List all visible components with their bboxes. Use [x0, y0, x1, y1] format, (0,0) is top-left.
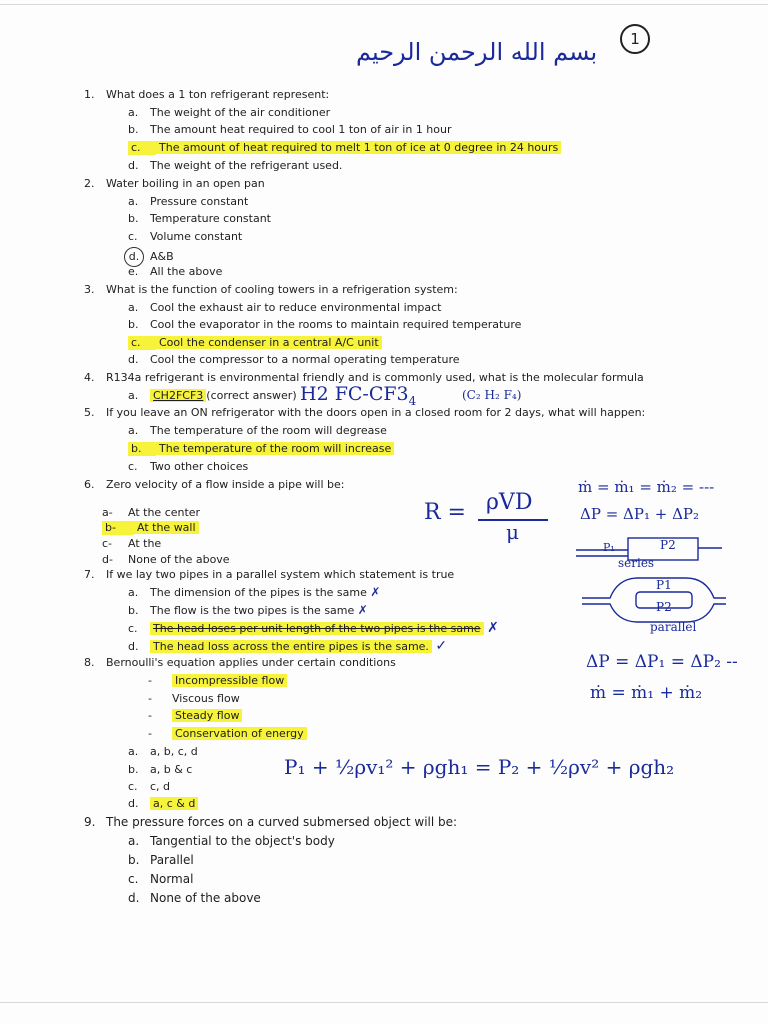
q8-option-c: c. c, d [128, 780, 171, 793]
page-number-circle: 1 [620, 24, 650, 54]
q6-answer-highlight: At the wall [134, 521, 199, 534]
q8-option-d: d. a, c & d [128, 797, 198, 811]
scan-edge-top [0, 4, 768, 5]
handwritten-reynolds-denominator: μ [506, 520, 519, 544]
handwritten-reynolds-numerator: ρVD [486, 490, 533, 515]
q8-condition-4: - Conservation of energy [148, 727, 307, 741]
x-mark-icon: ✗ [487, 620, 499, 636]
q8-answer-highlight: a, c & d [150, 797, 198, 810]
q6-option-d: d- None of the above [102, 553, 230, 566]
series-label: series [618, 556, 655, 570]
q1-option-d: d. The weight of the refrigerant used. [128, 159, 343, 172]
q2-option-b: b. Temperature constant [128, 212, 271, 225]
handwritten-series-dp: ΔP = ΔP₁ + ΔP₂ [580, 505, 700, 523]
q3-option-b: b. Cool the evaporator in the rooms to maintain required temperature [128, 318, 522, 331]
q7-option-b: b. The flow is the two pipes is the same ✗ [128, 603, 368, 617]
q7-answer-highlight: The head loss across the entire pipes is the same. [150, 640, 432, 653]
parallel-label-p1: P1 [656, 578, 672, 592]
q9-option-d: d. None of the above [128, 891, 261, 905]
q4-option-a: a. CH2FCF3 (correct answer) [128, 389, 297, 402]
parallel-label: parallel [650, 620, 697, 634]
parallel-pipes-sketch [578, 574, 728, 626]
check-mark-icon: ✓ [435, 638, 448, 654]
q9-option-b: b. Parallel [128, 853, 194, 867]
q2-option-d: d. A&B [128, 247, 174, 267]
q2-option-e: e. All the above [128, 265, 223, 278]
q4-answer-highlight: CH2FCF3 [150, 389, 206, 402]
question-4: 4. R134a refrigerant is environmental friendly and is commonly used, what is the molecular formula [84, 371, 644, 384]
q5-option-a: a. The temperature of the room will degrease [128, 424, 387, 437]
handwritten-formula-r134a: H2 $FC-CF3_4$ [300, 383, 417, 408]
parallel-label-p2: P2 [656, 600, 672, 614]
question-8: 8. Bernoulli's equation applies under certain conditions [84, 656, 396, 669]
q6-option-b: b- At the wall [102, 521, 199, 535]
q5-option-b: b. The temperature of the room will increase [128, 442, 394, 456]
question-5: 5. If you leave an ON refrigerator with the doors open in a closed room for 2 days, what will happen: [84, 406, 646, 419]
q1-answer-highlight: The amount of heat required to melt 1 ton of ice at 0 degree in 24 hours [156, 141, 561, 154]
q3-option-a: a. Cool the exhaust air to reduce environmental impact [128, 301, 442, 314]
q7-crossed-highlight: The head loses per unit length of the two pipes is the same [150, 622, 484, 635]
question-3: 3. What is the function of cooling towers in a refrigeration system: [84, 283, 458, 296]
bismillah-handwritten: بسم الله الرحمن الرحيم [356, 38, 598, 66]
handwritten-bernoulli-equation: P₁ + ½ρv₁² + ρgh₁ = P₂ + ½ρv² + ρgh₂ [284, 755, 675, 779]
series-label-p1: P₁ [603, 541, 615, 554]
x-mark-icon: ✗ [357, 603, 368, 617]
q1-option-a: a. The weight of the air conditioner [128, 106, 331, 119]
handwritten-parallel-dp: ΔP = ΔP₁ = ΔP₂ -- [586, 652, 738, 672]
q5-option-c: c. Two other choices [128, 460, 249, 473]
series-label-p2: P2 [660, 538, 676, 552]
q5-answer-highlight: The temperature of the room will increase [156, 442, 394, 455]
handwritten-reynolds-lhs: R = [424, 500, 466, 525]
q3-option-d: d. Cool the compressor to a normal operating temperature [128, 353, 460, 366]
q7-option-c: c. The head loses per unit length of the two pipes is the same ✗ [128, 620, 499, 636]
q1-option-c: c. The amount of heat required to melt 1 ton of ice at 0 degree in 24 hours [128, 141, 561, 155]
handwritten-parallel-mass: ṁ = ṁ₁ + ṁ₂ [590, 683, 703, 703]
q8-condition-3: - Steady flow [148, 709, 242, 723]
q7-option-a: a. The dimension of the pipes is the same ✗ [128, 585, 381, 599]
question-7: 7. If we lay two pipes in a parallel system which statement is true [84, 568, 455, 581]
q8-option-b: b. a, b & c [128, 763, 193, 776]
x-mark-icon: ✗ [370, 585, 381, 599]
q8-option-a: a. a, b, c, d [128, 745, 198, 758]
question-6: 6. Zero velocity of a flow inside a pipe will be: [84, 478, 345, 491]
q3-answer-highlight: Cool the condenser in a central A/C unit [156, 336, 382, 349]
q3-option-c: c. Cool the condenser in a central A/C unit [128, 336, 382, 350]
q7-option-d: d. The head loss across the entire pipes is the same. ✓ [128, 638, 448, 654]
q2-option-a: a. Pressure constant [128, 195, 249, 208]
q2-option-c: c. Volume constant [128, 230, 243, 243]
q9-option-a: a. Tangential to the object's body [128, 834, 335, 848]
question-1: 1. What does a 1 ton refrigerant represent: [84, 88, 330, 101]
q1-option-b: b. The amount heat required to cool 1 ton of air in 1 hour [128, 123, 452, 136]
q6-option-a: a- At the center [102, 506, 201, 519]
scan-edge-bottom [0, 1002, 768, 1003]
handwritten-series-mass: ṁ = ṁ₁ = ṁ₂ = --- [578, 478, 715, 496]
question-2: 2. Water boiling in an open pan [84, 177, 265, 190]
q8-condition-1: - Incompressible flow [148, 674, 287, 688]
q2-answer-circle: d. [124, 247, 144, 267]
handwritten-formula-alt: (C₂ H₂ F₄) [462, 388, 522, 402]
q6-option-c: c- At the [102, 537, 162, 550]
q8-condition-2: - Viscous flow [148, 692, 240, 705]
question-9: 9. The pressure forces on a curved submersed object will be: [84, 815, 458, 829]
q9-option-c: c. Normal [128, 872, 194, 886]
